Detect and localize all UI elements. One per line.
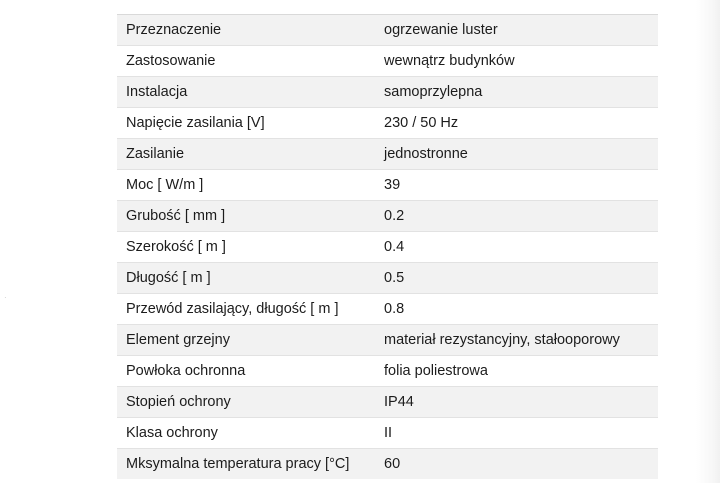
table-row [117,387,658,418]
spec-label: Instalacja [126,84,188,100]
table-row [117,46,658,77]
spec-label: Przewód zasilający, długość [ m ] [126,301,339,317]
spec-value: folia poliestrowa [384,363,488,379]
spec-value: II [384,425,393,441]
table-row [117,139,658,170]
right-edge-shadow [696,0,720,483]
spec-label: Grubość [ mm ] [126,208,226,224]
table-row [117,15,658,46]
table-row [117,77,658,108]
spec-value: 60 [384,456,401,472]
spec-label: Przeznaczenie [126,22,222,38]
spec-label: Długość [ m ] [126,270,211,286]
spec-label: Szerokość [ m ] [126,239,226,255]
spec-value: 0.8 [384,301,405,317]
table-row [117,170,658,201]
spec-value: 0.2 [384,208,405,224]
spec-label: Element grzejny [126,332,230,348]
spec-label: Zasilanie [126,146,185,162]
spec-label: Mksymalna temperatura pracy [°C] [126,456,350,472]
spec-value: 0.5 [384,270,405,286]
edge-dot-mark: · [4,293,7,302]
spec-value: wewnątrz budynków [384,53,515,69]
spec-label: Stopień ochrony [126,394,231,410]
table-row [117,232,658,263]
spec-value: jednostronne [384,146,468,162]
spec-label: Klasa ochrony [126,425,218,441]
table-row [117,201,658,232]
spec-label: Powłoka ochronna [126,363,246,379]
spec-value: ogrzewanie luster [384,22,498,38]
table-row [117,356,658,387]
table-row [117,325,658,356]
spec-label: Napięcie zasilania [V] [126,115,265,131]
table-row [117,108,658,139]
spec-value: 39 [384,177,401,193]
table-row [117,263,658,294]
table-row [117,449,658,480]
table-row [117,294,658,325]
spec-value: 230 / 50 Hz [384,115,459,131]
spec-value: materiał rezystancyjny, stałooporowy [384,332,620,348]
spec-label: Moc [ W/m ] [126,177,204,193]
spec-value: 0.4 [384,239,405,255]
spec-value: IP44 [384,394,414,410]
table-row [117,418,658,449]
specification-table [117,14,658,479]
spec-label: Zastosowanie [126,53,216,69]
spec-value: samoprzylepna [384,84,483,100]
